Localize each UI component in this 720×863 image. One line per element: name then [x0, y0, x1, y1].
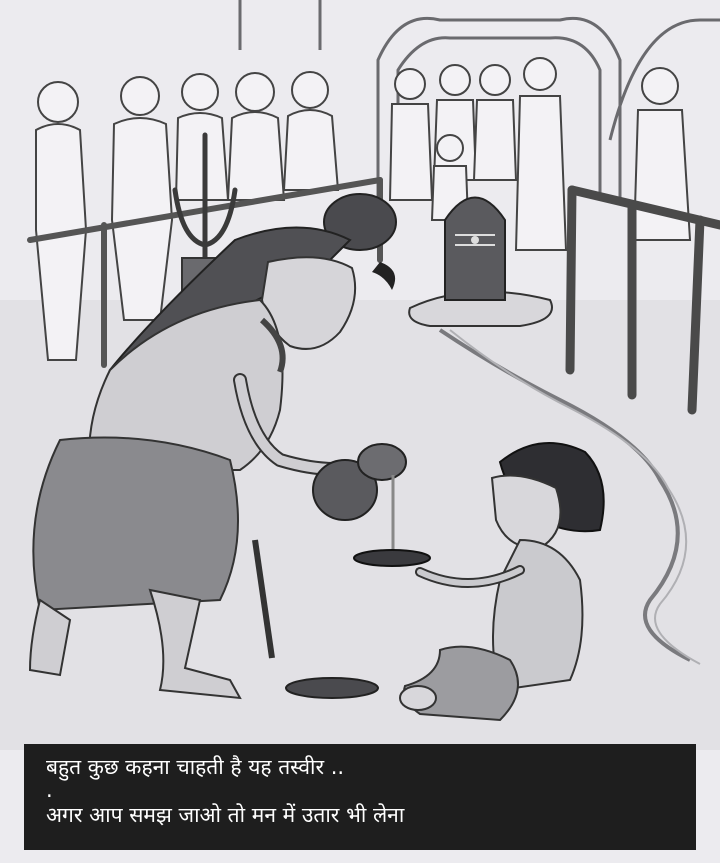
child-bowl [354, 550, 430, 566]
begging-bowl-ground [286, 678, 378, 698]
caption-overlay [24, 744, 696, 850]
lingam-stone [445, 198, 505, 301]
caption-separator: . [46, 778, 53, 802]
tiger-skin-cloth [33, 438, 238, 611]
caption-line-2: अगर आप समझ जाओ तो मन में उतार भी लेना [46, 803, 405, 827]
caption-line-1: बहुत कुछ कहना चाहती है यह तस्वीर .. [46, 755, 345, 779]
